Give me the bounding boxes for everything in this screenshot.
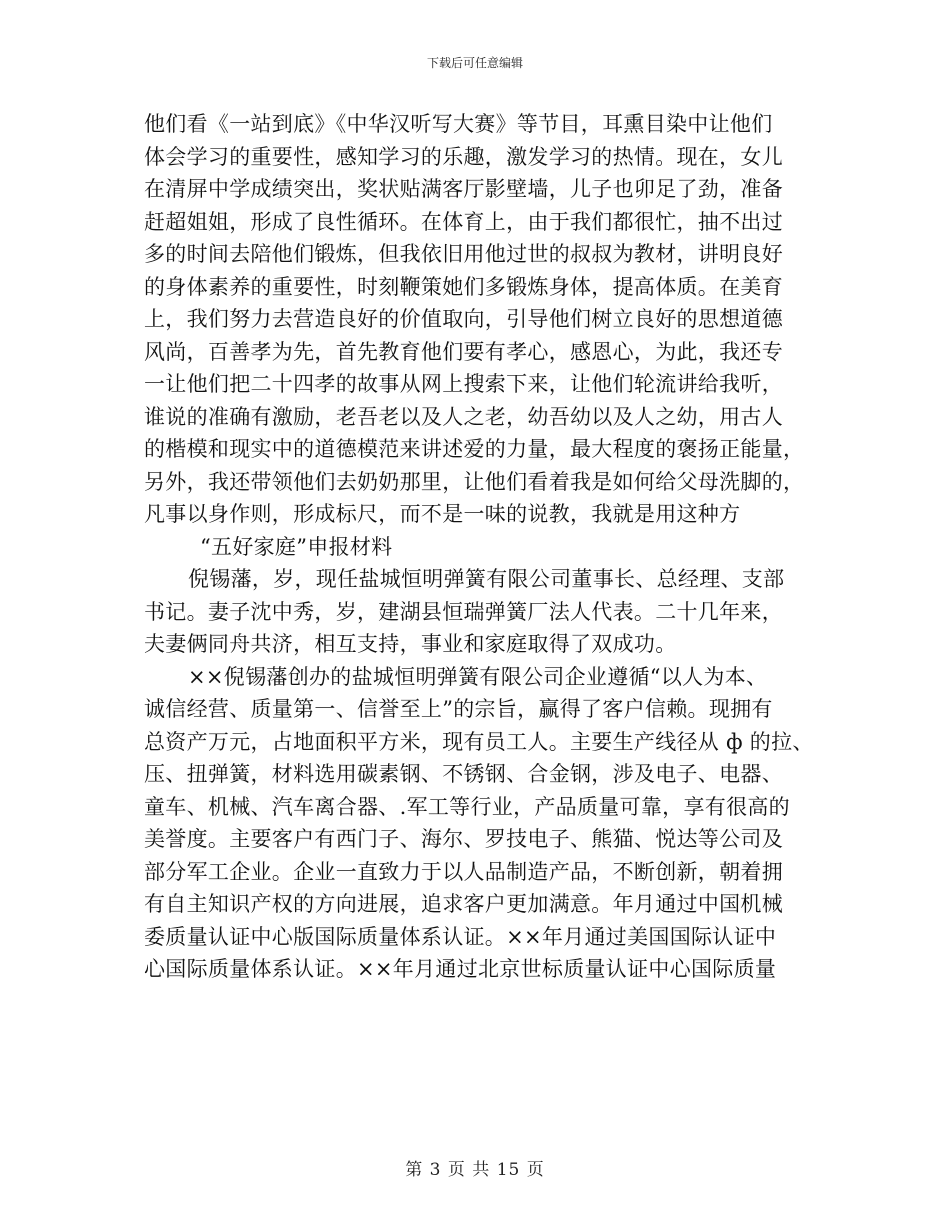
text-line: 谁说的准确有激励，老吾老以及人之老，幼吾幼以及人之幼，用古人 — [144, 404, 783, 429]
text-line: 总资产万元，占地面积平方米，现有员工人。主要生产线径从 ф 的拉、 — [144, 729, 814, 754]
text-line: 多的时间去陪他们锻炼，但我依旧用他过世的叔叔为教材，讲明良好 — [144, 242, 783, 266]
text-line: 在清屏中学成绩突出，奖状贴满客厅影壁墙，儿子也卯足了劲，准备 — [144, 177, 783, 201]
text-line: 的楷模和现实中的道德模范来讲述爱的力量，最大程度的褒扬正能量， — [144, 437, 805, 461]
text-line: 凡事以身作则，形成标尺，而不是一味的说教，我就是用这种方 — [144, 502, 741, 526]
text-line: 委质量认证中心版国际质量体系认证。××年月通过美国国际认证中 — [144, 924, 777, 949]
text-line: 书记。妻子沈中秀，岁，建湖县恒瑞弹簧厂法人代表。二十几年来， — [144, 599, 783, 624]
text-line: 部分军工企业。企业一直致力于以人品制造产品，不断创新，朝着拥 — [144, 859, 783, 884]
text-line: 夫妻俩同舟共济，相互支持，事业和家庭取得了双成功。 — [144, 632, 677, 656]
text-line: 压、扭弹簧，材料选用碳素钢、不锈钢、合金钢，涉及电子、电器、 — [144, 762, 783, 786]
page-header: 下载后可任意编辑 — [426, 56, 523, 70]
text-line: 赶超姐姐，形成了良性循环。在体育上，由于我们都很忙，抽不出过 — [144, 209, 783, 234]
document-body — [144, 108, 824, 986]
paragraph-1 — [144, 108, 824, 531]
text-line: 风尚，百善孝为先，首先教育他们要有孝心，感恩心，为此，我还专 — [144, 339, 783, 364]
text-line: 美誉度。主要客户有西门子、海尔、罗技电子、熊猫、悦达等公司及 — [144, 827, 783, 851]
text-line: 一让他们把二十四孝的故事从网上搜索下来，让他们轮流讲给我听， — [144, 372, 783, 396]
text-line: 上，我们努力去营造良好的价值取向，引导他们树立良好的思想道德 — [144, 307, 783, 331]
paragraph-2 — [144, 563, 824, 661]
text-line: 童车、机械、汽车离合器、.军工等行业，产品质量可靠，享有很高的 — [144, 794, 790, 819]
text-line: 体会学习的重要性，感知学习的乐趣，激发学习的热情。现在，女儿 — [144, 144, 783, 169]
text-line: ××倪锡藩创办的盐城恒明弹簧有限公司企业遵循“以人为本、 — [188, 664, 768, 689]
text-line: 他们看《一站到底》《中华汉听写大赛》等节目，耳熏目染中让他们 — [144, 112, 773, 136]
text-line: 另外，我还带领他们去奶奶那里，让他们看着我是如何给父母洗脚的， — [144, 469, 805, 494]
text-line: 的身体素养的重要性，时刻鞭策她们多锻炼身体，提高体质。在美育 — [144, 274, 783, 299]
text-line: 有自主知识产权的方向进展，追求客户更加满意。年月通过中国机械 — [144, 892, 783, 916]
text-line: 倪锡藩，岁，现任盐城恒明弹簧有限公司董事长、总经理、支部 — [188, 567, 785, 591]
section-title: “五好家庭”申报材料 — [200, 534, 393, 559]
paragraph-3 — [144, 661, 824, 986]
text-line: 心国际质量体系认证。××年月通过北京世标质量认证中心国际质量 — [144, 957, 777, 981]
page-number: 第 3 页 共 15 页 — [405, 1160, 545, 1180]
text-line: 诚信经营、质量第一、信誉至上”的宗旨，赢得了客户信赖。现拥有 — [144, 697, 773, 721]
